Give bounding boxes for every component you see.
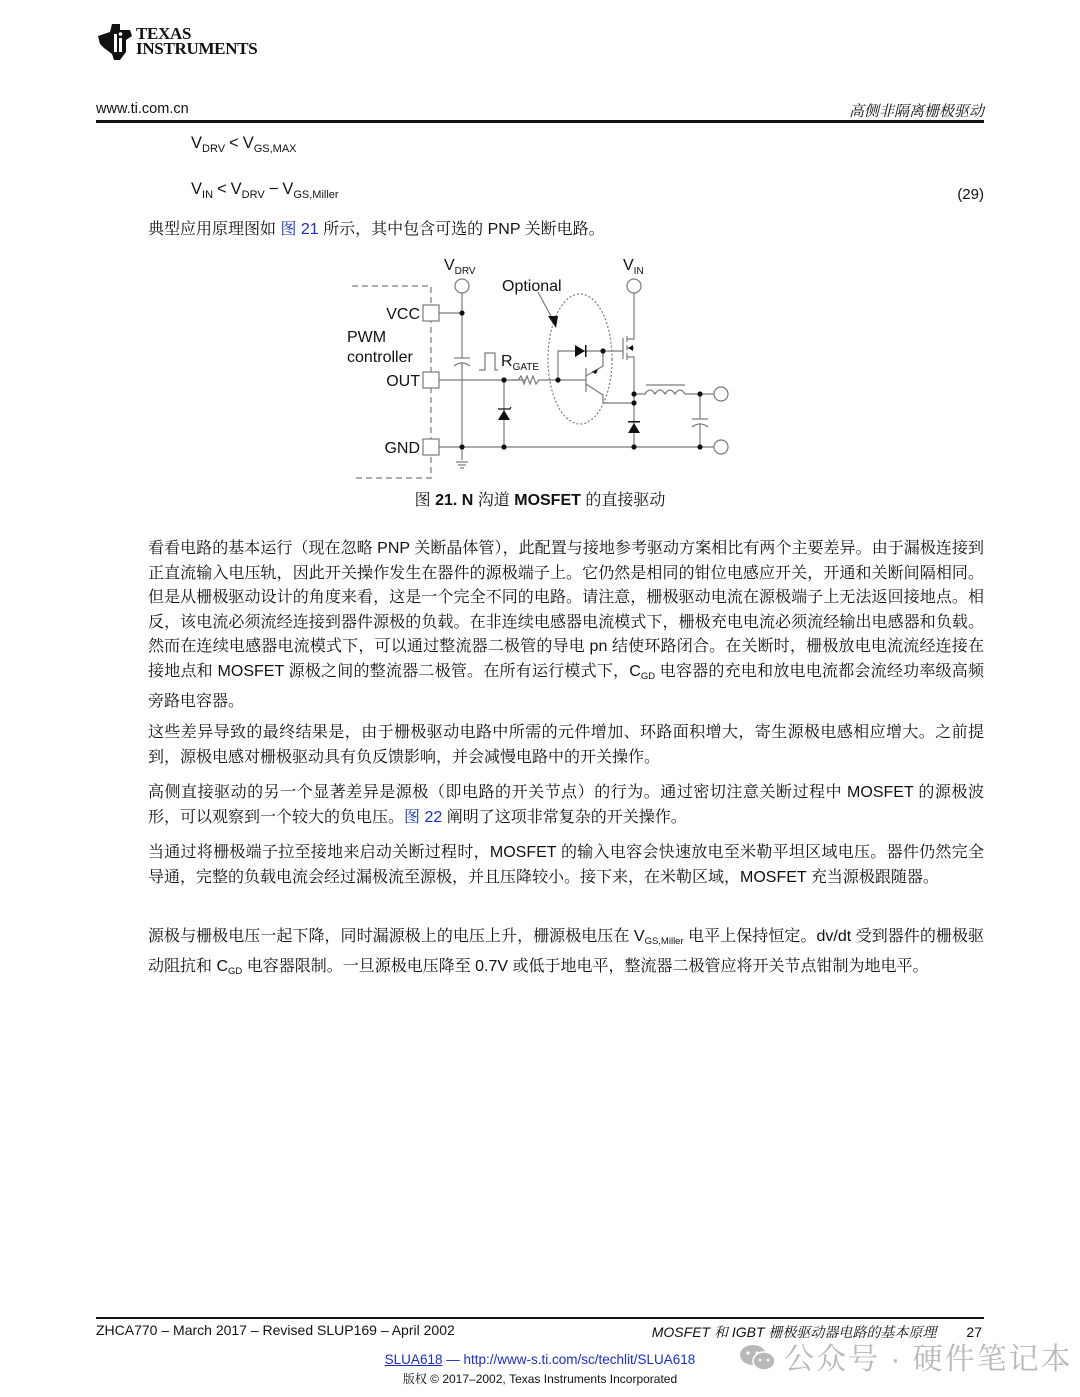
section-title: 高侧非隔离栅极驱动 — [848, 103, 984, 120]
intro-paragraph: 典型应用原理图如 图 21 所示，其中包含可选的 PNP 关断电路。 — [148, 221, 605, 238]
paragraph-3: 高侧直接驱动的另一个显著差异是源极（即电路的开关节点）的行为。通过密切注意关断过程中 MOSFET 的源极波形，可以观察到一个较大的负电压。图 22 阐明了这项非常复杂的开关操作。 — [148, 784, 984, 826]
out-label: OUT — [386, 373, 420, 390]
wechat-icon — [738, 1343, 778, 1373]
optional-label: Optional — [502, 278, 562, 295]
inductor — [634, 390, 700, 394]
vcc-pin — [423, 305, 439, 321]
paragraph-4: 当通过将栅极端子拉至接地来启动关断过程时，MOSFET 的输入电容会快速放电至米勒平坦区域电压。器件仍然完全导通，完整的负载电流会经过漏极流至源极，并且压降较小。接下来，在米勒区域，MOSFET 充当源极跟随器。 — [148, 844, 984, 886]
pwm-label: PWM — [347, 329, 387, 346]
doc-id: ZHCA770 – March 2017 – Revised SLUP169 – April 2002 — [96, 1322, 455, 1338]
equation-2: $V_{IN} < V_{DRV} - V_{GS,Miller}$ — [191, 180, 339, 201]
figure-22-link[interactable]: 图 22 — [404, 808, 443, 826]
brand-line1: TEXAS — [136, 24, 192, 43]
figure-21-link[interactable]: 图 21 — [280, 221, 319, 238]
slua618-link[interactable]: SLUA618 — [384, 1352, 443, 1367]
paragraph-5: 源极与栅极电压一起下降，同时漏源极上的电压上升，栅源极电压在 $V_{GS,Miller}$ 电平上保持恒定。dv/dt 受到器件的栅极驱动阻抗和 $C_{GD}$ 电容器限制。一旦源极电压降至 0.7V 或低于地电平，整流器二极管应将开关节点钳制为地电平。 — [148, 928, 984, 977]
doc-title: MOSFET 和 IGBT 栅极驱动器电路的基本原理 27 — [651, 1324, 982, 1340]
equation-1: $V_{DRV} < V_{GS,MAX}$ — [191, 134, 297, 155]
output-terminal-neg — [714, 440, 728, 454]
techlit-url-link[interactable]: http://www-s.ti.com/sc/techlit/SLUA618 — [463, 1352, 696, 1367]
zener-diode — [498, 410, 510, 420]
controller-label: controller — [347, 349, 413, 366]
rgate-label: $R_{GATE}$ — [501, 353, 540, 373]
gnd-label: GND — [384, 440, 420, 457]
vdrv-label: $V_{DRV}$ — [444, 257, 476, 277]
out-pin — [423, 372, 439, 388]
vin-terminal — [627, 279, 641, 293]
optional-arrow-head — [548, 316, 558, 328]
watermark: 公众号 · 硬件笔记本 — [738, 1334, 1073, 1378]
ti-logo-icon — [96, 22, 136, 66]
gnd-pin — [423, 439, 439, 455]
paragraph-2: 这些差异导致的最终结果是，由于栅极驱动电路中所需的元件增加、环路面积增大，寄生源极电感相应增大。之前提到，源极电感对栅极驱动具有负反馈影响，并会减慢电路中的开关操作。 — [148, 724, 984, 766]
vdrv-terminal — [455, 279, 469, 293]
brand-line2: INSTRUMENTS — [136, 39, 258, 58]
equation-number: (29) — [957, 186, 984, 203]
output-terminal-pos — [714, 387, 728, 401]
brand-wordmark — [136, 26, 257, 56]
header-rule — [96, 120, 984, 123]
vcc-label: VCC — [386, 306, 420, 323]
figure-caption: 图 21. N 沟道 MOSFET 的直接驱动 — [414, 492, 666, 509]
site-url[interactable]: www.ti.com.cn — [96, 101, 189, 117]
vin-label: $V_{IN}$ — [623, 257, 644, 277]
footer-rule — [96, 1317, 984, 1319]
circuit-diagram — [340, 250, 740, 480]
copyright: 版权 © 2017–2002, Texas Instruments Incorporated — [402, 1372, 678, 1386]
rectifier-diode — [628, 423, 640, 433]
optional-diode — [575, 345, 585, 357]
paragraph-1: 看看电路的基本运行（现在忽略 PNP 关断晶体管），此配置与接地参考驱动方案相比有两个主要差异。由于漏极连接到正直流输入电压轨，因此开关操作发生在器件的源极端子上。它仍然是相同的钳位电感应开关，开通和关断间隔相同。但是从栅极驱动设计的角度来看，这是一个完全不同的电路。请注意，栅极驱动电流在源极端子上无法返回接地点。相反，该电流必须流经连接到器件源极的负载。在非连续电感器电流模式下，栅极充电电流必须流经输出电感器和负载。然而在连续电感器电流模式下，可以通过整流器二极管的导电 pn 结使环路闭合。在关断时，栅极放电电流流经连接在接地点和 MOSFET 源极之间的整流器二极管。在所有运行模式下，$C_{GD}$ 电容器的充电和放电电流都会流经功率级高频旁路电容器。 — [148, 540, 984, 710]
footer-link-line: SLUA618 — http://www-s.ti.com/sc/techlit/SLUA618 — [384, 1352, 696, 1367]
page-number: 27 — [966, 1324, 982, 1340]
